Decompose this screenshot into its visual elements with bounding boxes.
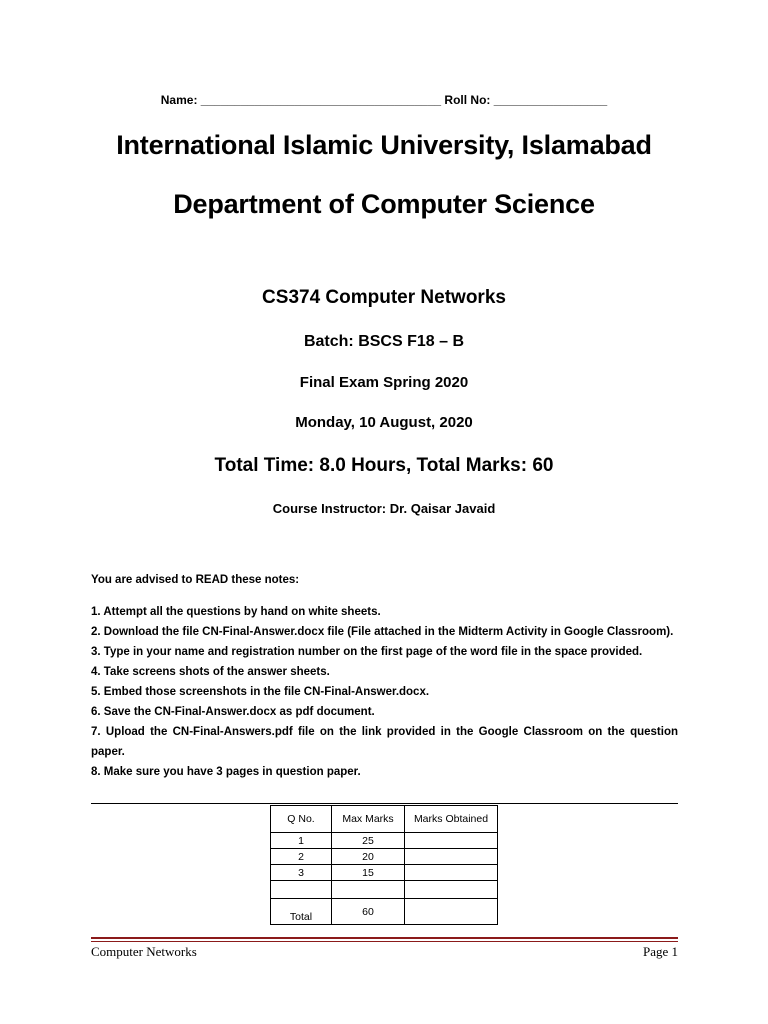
marks-table — [270, 805, 498, 925]
note-item: 2. Download the file CN-Final-Answer.docx file (File attached in the Midterm Activity in Google Classroom). — [91, 626, 674, 638]
total-obtained-cell — [405, 899, 498, 925]
exam-line: Final Exam Spring 2020 — [299, 374, 469, 391]
note-item: 1. Attempt all the questions by hand on white sheets. — [91, 606, 381, 618]
max-marks-cell: 20 — [332, 849, 405, 865]
course-instructor: Course Instructor: Dr. Qaisar Javaid — [272, 501, 496, 516]
note-item: 3. Type in your name and registration number on the first page of the word file in the space provided. — [91, 646, 643, 658]
date-line: Monday, 10 August, 2020 — [295, 414, 473, 431]
footer-course-name: Computer Networks — [91, 944, 197, 959]
footer-page-number: Page 1 — [642, 944, 678, 959]
header-marks-obtained: Marks Obtained — [405, 806, 498, 833]
note-item: 7. Upload the CN-Final-Answers.pdf file on the link provided in the Google Classroom on the question paper. — [91, 726, 678, 758]
header-q-no: Q No. — [271, 806, 332, 833]
footer-rule-thin — [91, 941, 678, 942]
max-marks-cell: 15 — [332, 865, 405, 881]
q-no-cell: 3 — [271, 865, 332, 881]
table-row — [271, 881, 498, 899]
obtained-cell — [405, 881, 498, 899]
notes-section — [91, 570, 678, 782]
q-no-cell — [271, 881, 332, 899]
q-no-cell: 1 — [271, 833, 332, 849]
obtained-cell — [405, 833, 498, 849]
university-title: International Islamic University, Islamabad — [116, 130, 652, 160]
batch-line: Batch: BSCS F18 – B — [303, 333, 465, 350]
course-title: CS374 Computer Networks — [262, 287, 506, 308]
note-item: 8. Make sure you have 3 pages in question paper. — [91, 766, 361, 778]
name-label: Name: — [160, 93, 198, 107]
note-item: 6. Save the CN-Final-Answer.docx as pdf document. — [91, 706, 375, 718]
roll-label: Roll No: — [444, 93, 491, 107]
total-max-marks-cell: 60 — [332, 899, 405, 925]
department-title: Department of Computer Science — [173, 189, 595, 219]
note-item: 5. Embed those screenshots in the file CN-Final-Answer.docx. — [91, 686, 430, 698]
table-total-row — [271, 899, 498, 925]
roll-blank: _________________ — [493, 93, 608, 107]
obtained-cell — [405, 849, 498, 865]
max-marks-cell — [332, 881, 405, 899]
table-header-row — [271, 806, 498, 833]
obtained-cell — [405, 865, 498, 881]
table-row — [271, 865, 498, 881]
name-blank: ____________________________________ — [200, 93, 442, 107]
max-marks-cell: 25 — [332, 833, 405, 849]
horizontal-rule — [91, 803, 678, 804]
footer-rule-thick — [91, 937, 678, 939]
total-time-marks: Total Time: 8.0 Hours, Total Marks: 60 — [214, 455, 554, 476]
total-label-cell: Total — [271, 899, 332, 925]
notes-intro: You are advised to READ these notes: — [91, 574, 300, 586]
note-item: 4. Take screens shots of the answer sheets. — [91, 666, 330, 678]
q-no-cell: 2 — [271, 849, 332, 865]
name-roll-line — [0, 93, 768, 107]
table-row — [271, 833, 498, 849]
table-row — [271, 849, 498, 865]
header-max-marks: Max Marks — [332, 806, 405, 833]
